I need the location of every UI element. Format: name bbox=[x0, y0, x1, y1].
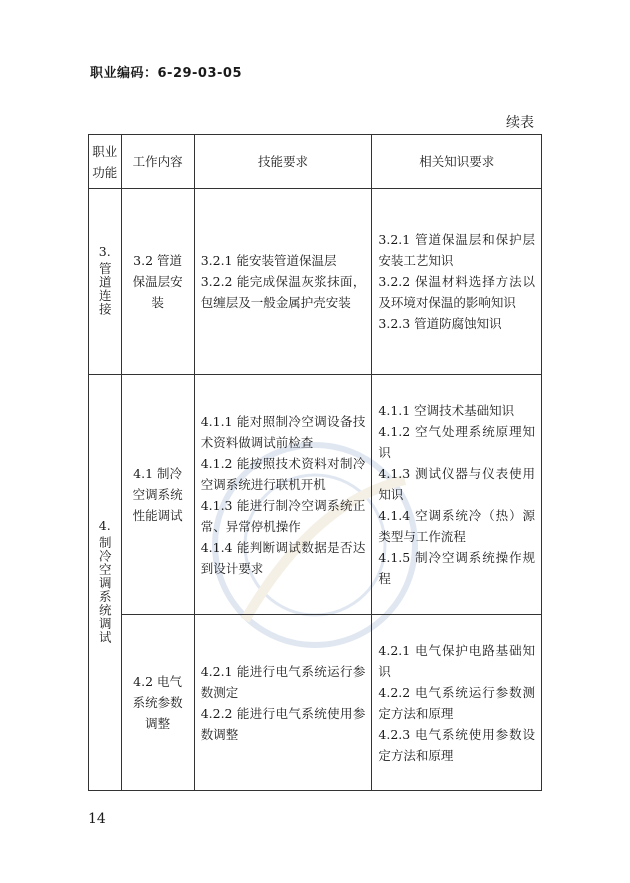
table-row bbox=[89, 615, 542, 791]
skills-cell: 3.2.1 能安装管道保温层 3.2.2 能完成保温灰浆抹面，包缠层及一般金属护壳安装 bbox=[194, 189, 372, 375]
table-header-row bbox=[89, 135, 542, 189]
function-number: 4. bbox=[98, 518, 111, 533]
occupation-code: 职业编码：6-29-03-05 bbox=[90, 66, 243, 81]
table-row bbox=[89, 375, 542, 615]
function-cell bbox=[89, 375, 122, 791]
work-content-cell: 4.2 电气系统参数调整 bbox=[121, 615, 194, 791]
header-function-line1: 职业 bbox=[92, 143, 118, 159]
competency-table bbox=[88, 134, 542, 791]
header-function-line2: 功能 bbox=[92, 164, 118, 180]
continued-label: 续表 bbox=[506, 115, 534, 131]
header-function bbox=[89, 135, 122, 189]
header-work-content: 工作内容 bbox=[121, 135, 194, 189]
function-name: 管道连接 bbox=[97, 262, 113, 316]
skills-cell: 4.2.1 能进行电气系统运行参数测定 4.2.2 能进行电气系统使用参数调整 bbox=[194, 615, 372, 791]
header-knowledge: 相关知识要求 bbox=[372, 135, 542, 189]
knowledge-cell: 3.2.1 管道保温层和保护层安装工艺知识 3.2.2 保温材料选择方法以及环境对保温的影响知识 3.2.3 管道防腐蚀知识 bbox=[372, 189, 542, 375]
work-content-cell: 3.2 管道保温层安装 bbox=[121, 189, 194, 375]
header-skills: 技能要求 bbox=[194, 135, 372, 189]
knowledge-cell: 4.1.1 空调技术基础知识 4.1.2 空气处理系统原理知识 4.1.3 测试仪器与仪表使用知识 4.1.4 空调系统冷（热）源类型与工作流程 4.1.5 制冷空调系统操作规程 bbox=[372, 375, 542, 615]
function-cell bbox=[89, 189, 122, 375]
knowledge-cell: 4.2.1 电气保护电路基础知识 4.2.2 电气系统运行参数测定方法和原理 4.2.3 电气系统使用参数设定方法和原理 bbox=[372, 615, 542, 791]
page-number: 14 bbox=[88, 811, 106, 827]
skills-cell: 4.1.1 能对照制冷空调设备技术资料做调试前检查 4.1.2 能按照技术资料对制冷空调系统进行联机开机 4.1.3 能进行制冷空调系统正常、异常停机操作 4.1.4 能判断调试数据是否达到设计要求 bbox=[194, 375, 372, 615]
function-number: 3. bbox=[98, 244, 111, 259]
table-row bbox=[89, 189, 542, 375]
function-name: 制冷空调系统调试 bbox=[97, 536, 113, 644]
work-content-cell: 4.1 制冷空调系统性能调试 bbox=[121, 375, 194, 615]
